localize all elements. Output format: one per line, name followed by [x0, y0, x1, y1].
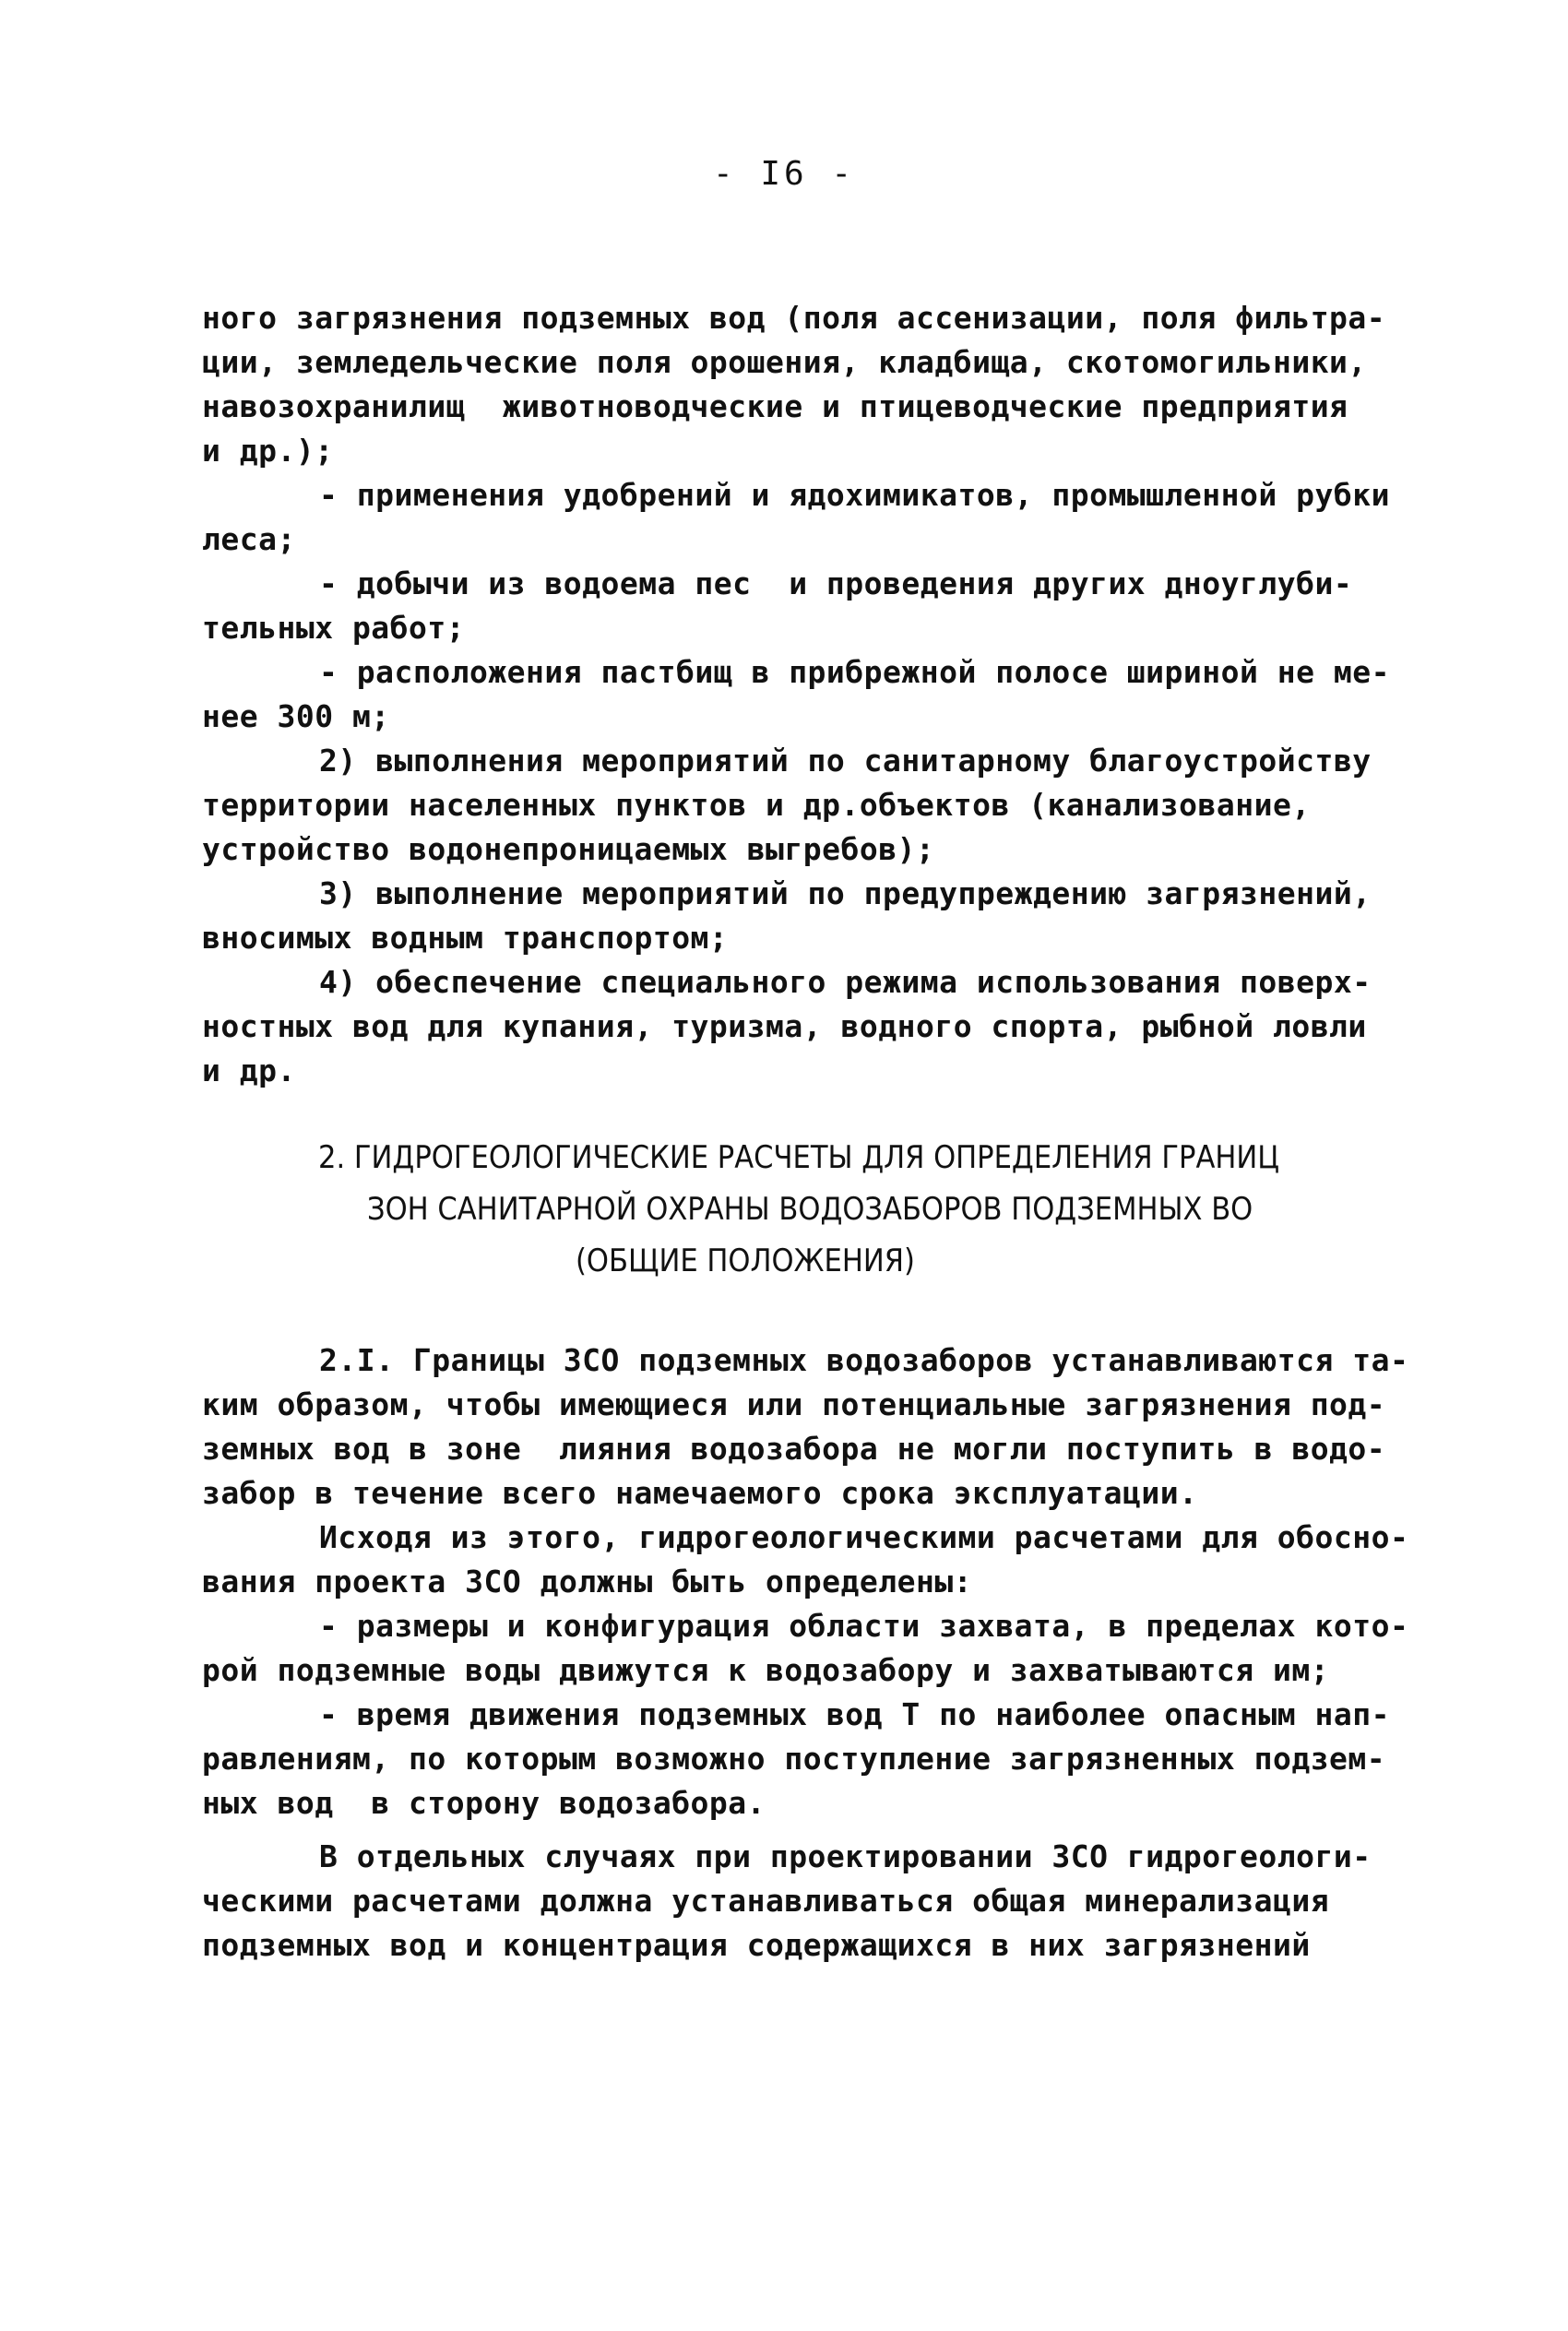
text-line: 4) обеспечение специального режима использования поверх- — [319, 964, 1372, 1000]
section-heading-line: 2. ГИДРОГЕОЛОГИЧЕСКИЕ РАСЧЕТЫ ДЛЯ ОПРЕДЕЛЕНИЯ ГРАНИЦ — [318, 1139, 1280, 1176]
text-line: тельных работ; — [202, 610, 466, 646]
text-line: ностных вод для купания, туризма, водного спорта, рыбной ловли — [202, 1008, 1367, 1044]
text-line: рой подземные воды движутся к водозабору и захватываются им; — [202, 1652, 1330, 1688]
text-line: 2) выполнения мероприятий по санитарному благоустройству — [319, 743, 1372, 779]
text-line: вания проекта ЗСО должны быть определены: — [202, 1564, 973, 1600]
text-line: ного загрязнения подземных вод (поля ассенизации, поля фильтра- — [202, 300, 1386, 336]
text-line: ции, земледельческие поля орошения, кладбища, скотомогильники, — [202, 344, 1367, 380]
text-line: и др.); — [202, 433, 334, 469]
text-line: леса; — [202, 521, 296, 557]
text-line: забор в течение всего намечаемого срока эксплуатации. — [202, 1475, 1198, 1511]
text-line: и др. — [202, 1053, 296, 1088]
text-line: навозохранилищ животноводческие и птицеводческие предприятия — [202, 388, 1348, 424]
section-heading-line: (ОБЩИЕ ПОЛОЖЕНИЯ) — [576, 1243, 915, 1279]
text-line: равлениям, по которым возможно поступление загрязненных подзем- — [202, 1741, 1386, 1777]
text-line: 3) выполнение мероприятий по предупреждению загрязнений, — [319, 875, 1372, 911]
text-line: вносимых водным транспортом; — [202, 920, 729, 956]
text-line: нее 300 м; — [202, 698, 390, 734]
text-line: земных вод в зоне лияния водозабора не могли поступить в водо- — [202, 1431, 1386, 1467]
text-line: 2.I. Границы ЗСО подземных водозаборов устанавливаются та- — [319, 1342, 1409, 1378]
text-line: территории населенных пунктов и др.объектов (канализование, — [202, 787, 1311, 823]
text-line: ким образом, чтобы имеющиеся или потенциальные загрязнения под- — [202, 1386, 1386, 1422]
text-line: В отдельных случаях при проектировании ЗСО гидрогеологи- — [319, 1838, 1372, 1874]
section-heading-line: ЗОН САНИТАРНОЙ ОХРАНЫ ВОДОЗАБОРОВ ПОДЗЕМНЫХ ВО — [367, 1191, 1253, 1228]
text-line: ных вод в сторону водозабора. — [202, 1785, 766, 1821]
page-number: - I6 - — [712, 155, 856, 193]
text-line: - добычи из водоема пес и проведения других дноуглуби- — [319, 565, 1353, 601]
text-line: - размеры и конфигурация области захвата, в пределах кото- — [319, 1608, 1409, 1644]
text-line: Исходя из этого, гидрогеологическими расчетами для обосно- — [319, 1519, 1409, 1555]
text-line: устройство водонепроницаемых выгребов); — [202, 831, 935, 867]
text-line: - расположения пастбищ в прибрежной полосе шириной не ме- — [319, 654, 1390, 690]
text-line: - применения удобрений и ядохимикатов, промышленной рубки — [319, 477, 1390, 513]
text-line: ческими расчетами должна устанавливаться общая минерализация — [202, 1883, 1330, 1919]
text-line: подземных вод и концентрация содержащихся в них загрязнений — [202, 1927, 1311, 1963]
text-line: - время движения подземных вод Т по наиболее опасным нап- — [319, 1696, 1390, 1732]
